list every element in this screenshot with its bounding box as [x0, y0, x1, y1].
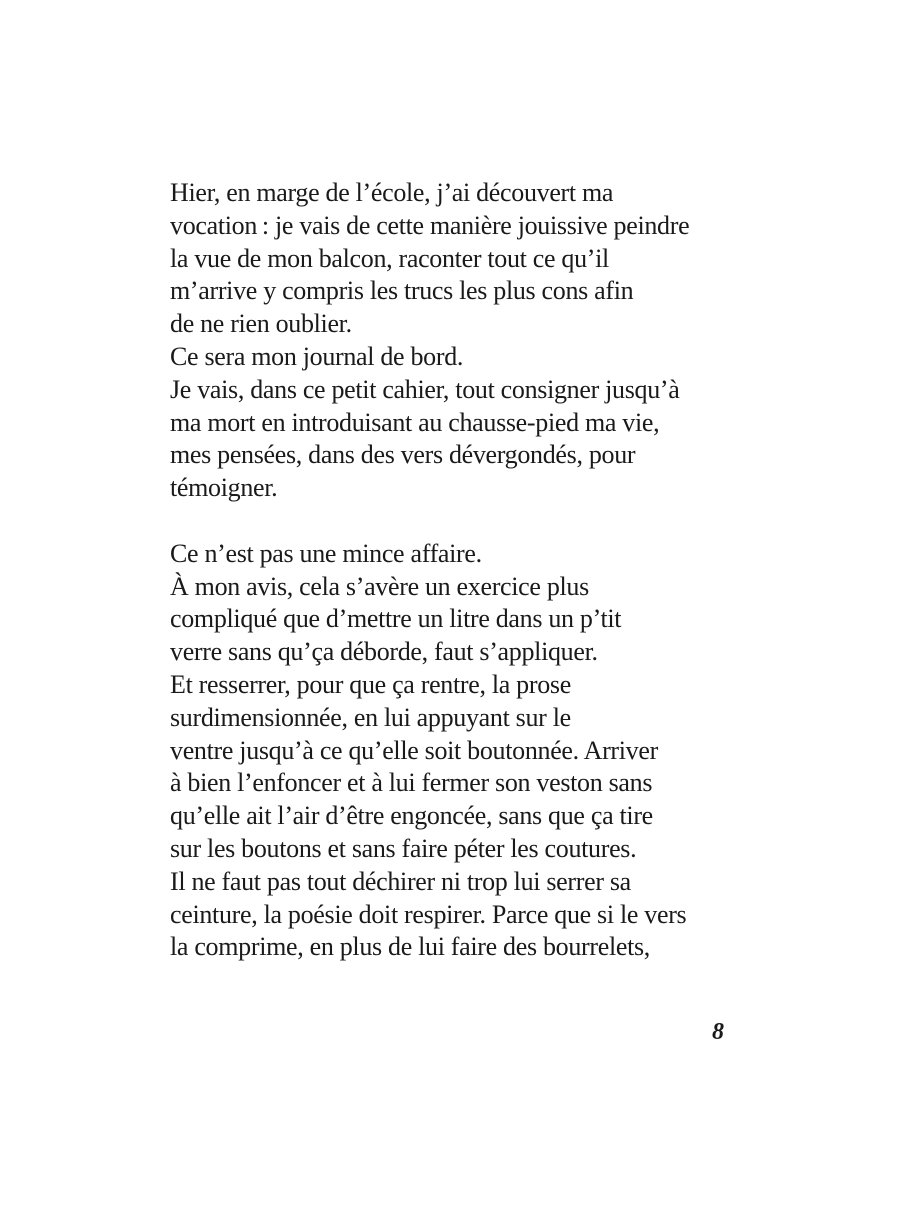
text-line: la comprime, en plus de lui faire des bourrelets,	[170, 932, 650, 962]
text-line: m’arrive y compris les trucs les plus cons afin	[170, 276, 634, 306]
text-line: ma mort en introduisant au chausse-pied ma vie,	[170, 407, 660, 437]
text-line	[170, 505, 770, 538]
text-line: verre sans qu’ça déborde, faut s’appliquer.	[170, 637, 598, 667]
text-line: témoigner.	[170, 473, 278, 503]
text-line: Hier, en marge de l’école, j’ai découvert ma	[170, 178, 614, 207]
text-line: À mon avis, cela s’avère un exercice plus	[170, 571, 589, 601]
text-line: sur les boutons et sans faire péter les coutures.	[170, 833, 637, 863]
page-number: 8	[712, 1019, 724, 1045]
text-line: Et resserrer, pour que ça rentre, la prose	[170, 669, 571, 699]
body-text	[170, 177, 770, 964]
text-line: compliqué que d’mettre un litre dans un p’tit	[170, 604, 622, 634]
text-line: Je vais, dans ce petit cahier, tout consigner jusqu’à	[170, 374, 680, 404]
text-line: qu’elle ait l’air d’être engoncée, sans que ça tire	[170, 801, 653, 831]
text-line: ceinture, la poésie doit respirer. Parce que si le vers	[170, 899, 687, 929]
text-line: vocation : je vais de cette manière jouissive peindre	[170, 210, 690, 240]
text-line: mes pensées, dans des vers dévergondés, pour	[170, 440, 636, 470]
text-line: surdimensionnée, en lui appuyant sur le	[170, 702, 571, 732]
text-line: la vue de mon balcon, raconter tout ce qu’il	[170, 243, 609, 273]
text-line: ventre jusqu’à ce qu’elle soit boutonnée. Arriver	[170, 735, 658, 765]
text-line: Il ne faut pas tout déchirer ni trop lui serrer sa	[170, 866, 631, 896]
text-line: Ce n’est pas une mince affaire.	[170, 538, 482, 568]
text-line: à bien l’enfoncer et à lui fermer son veston sans	[170, 768, 653, 798]
text-line: Ce sera mon journal de bord.	[170, 341, 464, 371]
text-line: de ne rien oublier.	[170, 309, 352, 339]
